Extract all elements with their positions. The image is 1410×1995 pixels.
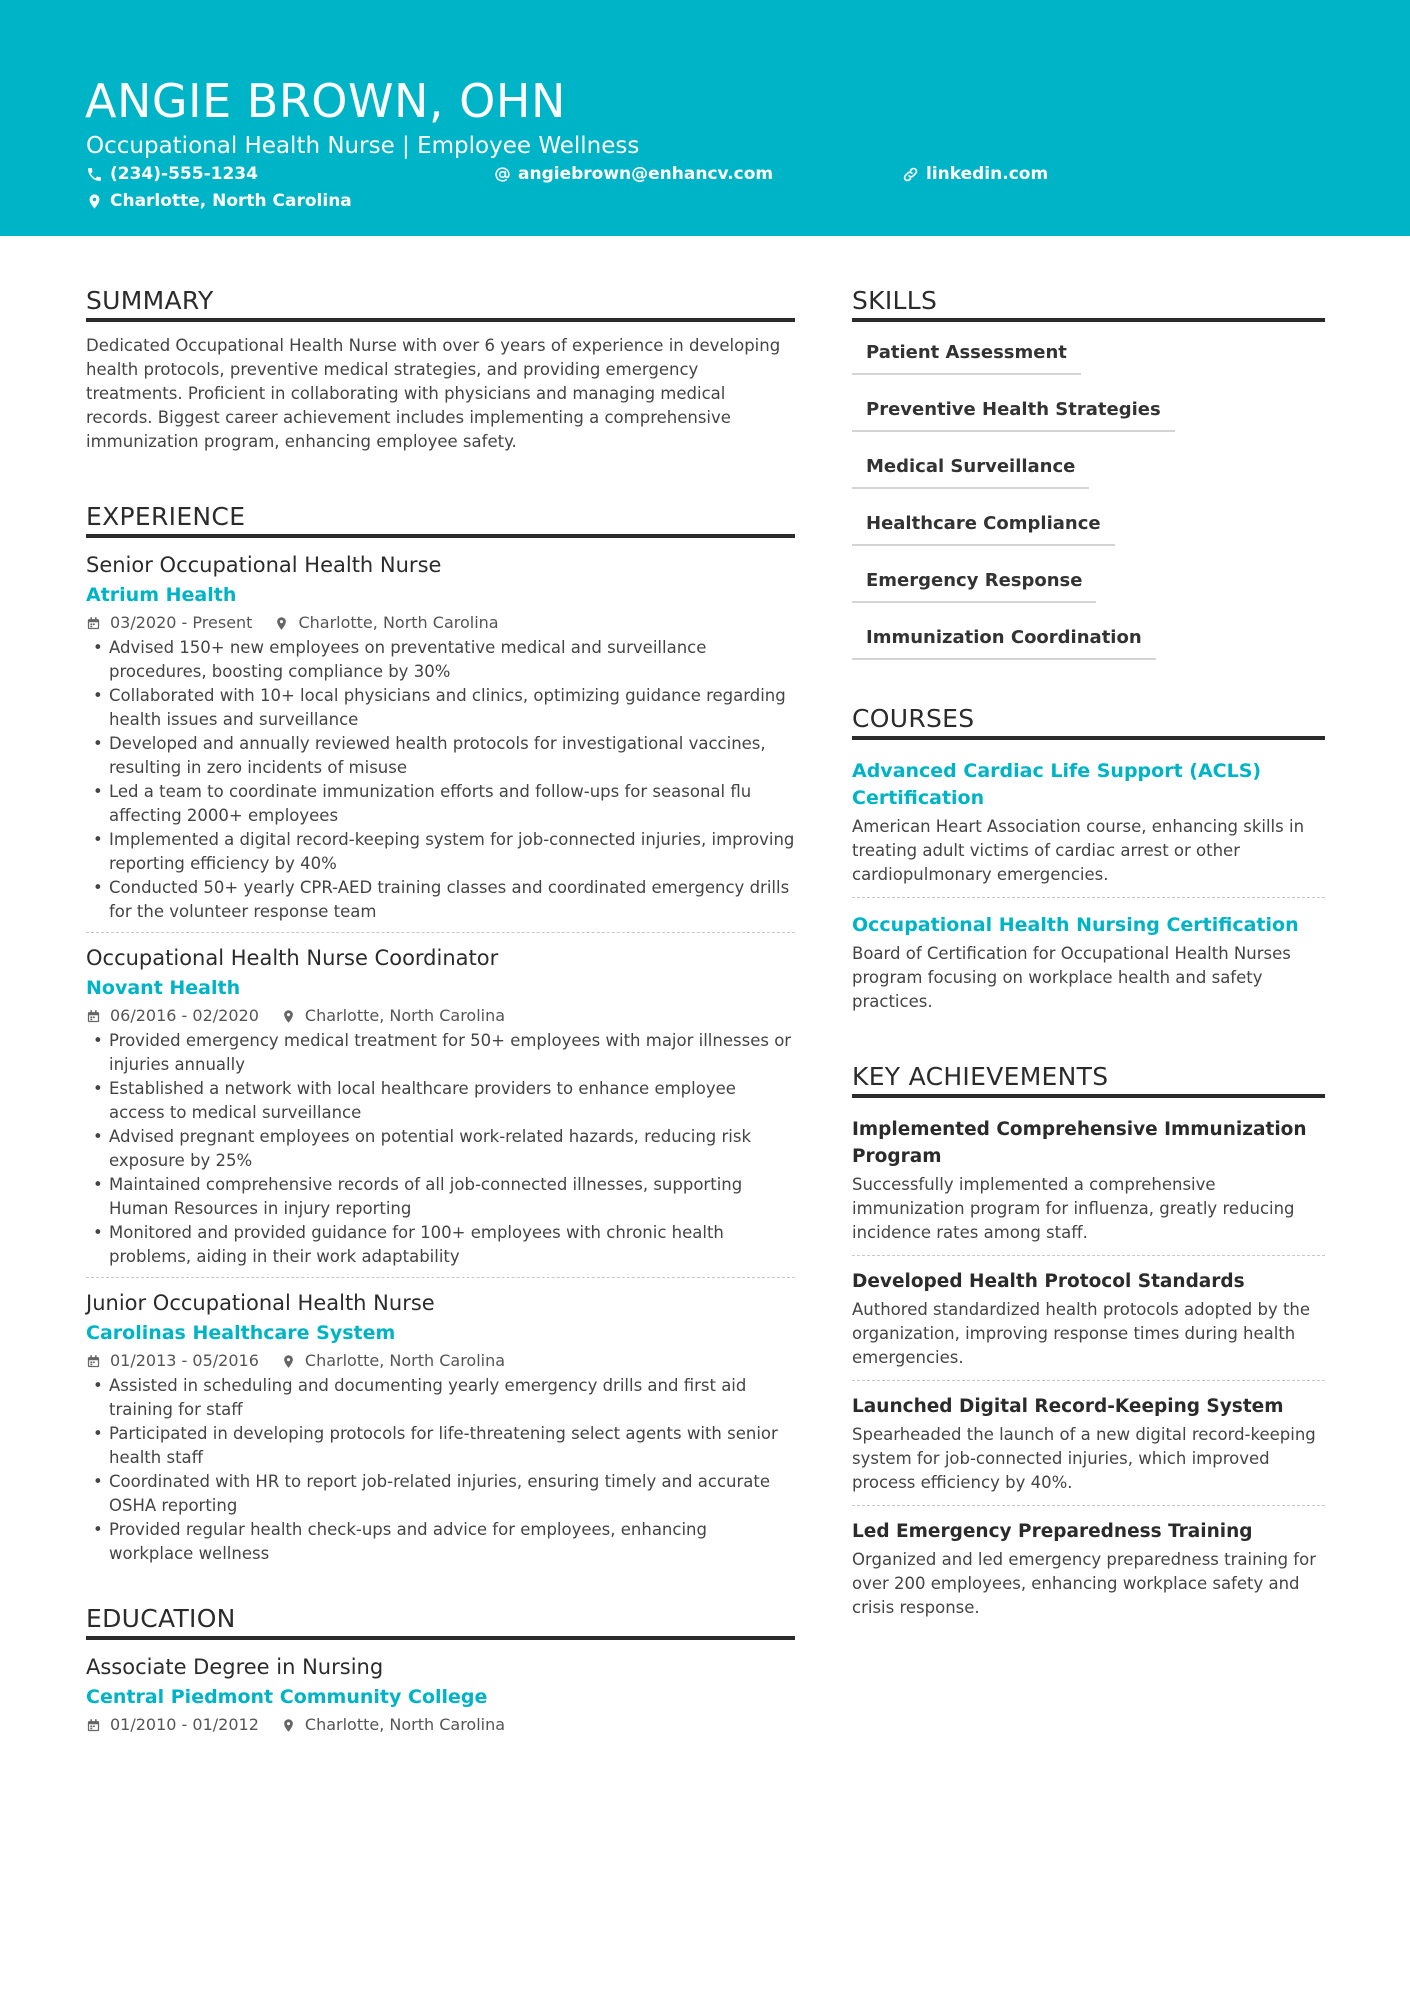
job-entry xyxy=(86,1277,795,1574)
job-meta xyxy=(86,610,795,636)
job-bullet: • Established a network with local healthcare providers to enhance employee access to medical surveillance xyxy=(86,1077,795,1125)
job-bullet: • Developed and annually reviewed health protocols for investigational vaccines, resulting in zero incidents of misuse xyxy=(86,732,795,780)
resume-header xyxy=(0,0,1410,236)
achievement-entry xyxy=(852,1110,1325,1255)
job-title: Junior Occupational Health Nurse xyxy=(86,1291,435,1315)
phone-text: (234)-555-1234 xyxy=(110,164,258,184)
job-location-wrap xyxy=(281,1003,505,1029)
contact-location xyxy=(86,191,352,211)
job-bullet: • Collaborated with 10+ local physicians and clinics, optimizing guidance regarding health issues and surveillance xyxy=(86,684,795,732)
skills-heading: SKILLS xyxy=(852,286,1325,322)
job-dates: 03/2020 - Present xyxy=(110,613,253,632)
achievement-description: Successfully implemented a comprehensive immunization program for influenza, greatly reducing incidence rates among staff. xyxy=(852,1175,1295,1242)
skill-tag: Immunization Coordination xyxy=(852,617,1156,660)
skills-list xyxy=(852,332,1325,674)
phone-icon xyxy=(86,166,103,183)
location-pin-icon xyxy=(281,1718,296,1733)
right-column xyxy=(852,286,1325,1630)
job-bullet: • Conducted 50+ yearly CPR-AED training classes and coordinated emergency drills for the volunteer response team xyxy=(86,876,795,924)
job-entry xyxy=(86,550,795,932)
education-school: Central Piedmont Community College xyxy=(86,1686,488,1708)
job-location-wrap xyxy=(281,1348,505,1374)
left-column xyxy=(86,286,795,1738)
education-meta xyxy=(86,1712,795,1738)
achievement-description: Organized and led emergency preparedness training for over 200 employees, enhancing workplace safety and crisis response. xyxy=(852,1550,1316,1617)
achievement-list xyxy=(852,1110,1325,1630)
linkedin-text: linkedin.com xyxy=(926,164,1049,184)
candidate-title: Occupational Health Nurse | Employee Wellness xyxy=(86,133,640,159)
skill-tag: Healthcare Compliance xyxy=(852,503,1115,546)
job-bullets xyxy=(86,636,795,924)
achievements-section xyxy=(852,1062,1325,1630)
achievement-title: Led Emergency Preparedness Training xyxy=(852,1521,1253,1542)
job-location: Charlotte, North Carolina xyxy=(298,613,499,632)
skills-section xyxy=(852,286,1325,674)
location-pin-icon xyxy=(281,1354,296,1369)
job-meta xyxy=(86,1348,795,1374)
contact-email[interactable] xyxy=(494,164,773,184)
achievement-entry xyxy=(852,1505,1325,1630)
skill-tag: Patient Assessment xyxy=(852,332,1081,375)
job-list xyxy=(86,550,795,1574)
course-title: Advanced Cardiac Life Support (ACLS) Certification xyxy=(852,760,1262,809)
location-pin-icon xyxy=(86,193,103,210)
course-title: Occupational Health Nursing Certification xyxy=(852,914,1299,936)
candidate-name: ANGIE BROWN, OHN xyxy=(85,74,566,128)
achievement-entry xyxy=(852,1255,1325,1380)
education-dates: 01/2010 - 01/2012 xyxy=(110,1715,259,1734)
achievement-entry xyxy=(852,1380,1325,1505)
job-bullet: • Led a team to coordinate immunization efforts and follow-ups for seasonal flu affecting 2000+ employees xyxy=(86,780,795,828)
summary-section xyxy=(86,286,795,454)
job-bullet: • Provided regular health check-ups and advice for employees, enhancing workplace wellness xyxy=(86,1518,795,1566)
job-meta xyxy=(86,1003,795,1029)
experience-section xyxy=(86,502,795,1574)
job-entry xyxy=(86,932,795,1277)
job-bullet: • Advised pregnant employees on potential work-related hazards, reducing risk exposure by 25% xyxy=(86,1125,795,1173)
courses-heading: COURSES xyxy=(852,704,1325,740)
achievement-description: Spearheaded the launch of a new digital record-keeping system for job-connected injuries, which improved process efficiency by 40%. xyxy=(852,1425,1316,1492)
course-list xyxy=(852,752,1325,1024)
job-company: Atrium Health xyxy=(86,584,237,606)
summary-text: Dedicated Occupational Health Nurse with over 6 years of experience in developing health protocols, preventive medical strategies, and providing emergency treatments. Proficient in collaborating with physicians and managing medical records. Biggest career achievement includes implementing a comprehensive immunization program, enhancing employee safety. xyxy=(86,336,781,451)
achievements-heading: KEY ACHIEVEMENTS xyxy=(852,1062,1325,1098)
job-location: Charlotte, North Carolina xyxy=(304,1351,506,1370)
course-entry xyxy=(852,897,1325,1024)
achievement-title: Developed Health Protocol Standards xyxy=(852,1271,1245,1292)
education-heading: EDUCATION xyxy=(86,1604,795,1640)
job-bullet: • Implemented a digital record-keeping system for job-connected injuries, improving reporting efficiency by 40% xyxy=(86,828,795,876)
job-bullet: • Advised 150+ new employees on preventative medical and surveillance procedures, boosting compliance by 30% xyxy=(86,636,795,684)
location-text: Charlotte, North Carolina xyxy=(110,191,352,211)
skill-tag: Preventive Health Strategies xyxy=(852,389,1175,432)
link-icon xyxy=(902,166,919,183)
job-location: Charlotte, North Carolina xyxy=(304,1006,506,1025)
job-bullet: • Maintained comprehensive records of all job-connected illnesses, supporting Human Resources in injury reporting xyxy=(86,1173,795,1221)
job-company: Novant Health xyxy=(86,977,241,999)
job-bullet: • Participated in developing protocols for life-threatening select agents with senior health staff xyxy=(86,1422,795,1470)
contact-phone[interactable] xyxy=(86,164,258,184)
at-icon xyxy=(494,166,511,183)
education-degree: Associate Degree in Nursing xyxy=(86,1655,384,1679)
job-title: Occupational Health Nurse Coordinator xyxy=(86,946,499,970)
job-bullet: • Coordinated with HR to report job-related injuries, ensuring timely and accurate OSHA reporting xyxy=(86,1470,795,1518)
skill-tag: Emergency Response xyxy=(852,560,1096,603)
calendar-icon xyxy=(86,616,101,631)
email-text: angiebrown@enhancv.com xyxy=(518,164,774,184)
calendar-icon xyxy=(86,1354,101,1369)
achievement-description: Authored standardized health protocols adopted by the organization, improving response times during health emergencies. xyxy=(852,1300,1311,1367)
job-dates: 06/2016 - 02/2020 xyxy=(110,1006,259,1025)
course-entry xyxy=(852,752,1325,897)
location-pin-icon xyxy=(281,1009,296,1024)
skill-tag: Medical Surveillance xyxy=(852,446,1089,489)
job-dates: 01/2013 - 05/2016 xyxy=(110,1351,259,1370)
job-bullets xyxy=(86,1374,795,1566)
contact-linkedin[interactable] xyxy=(902,164,1048,184)
course-description: Board of Certification for Occupational Health Nurses program focusing on workplace health and safety practices. xyxy=(852,944,1291,1011)
education-location: Charlotte, North Carolina xyxy=(304,1715,506,1734)
summary-heading: SUMMARY xyxy=(86,286,795,322)
job-bullets xyxy=(86,1029,795,1269)
job-bullet: • Monitored and provided guidance for 100+ employees with chronic health problems, aiding in their work adaptability xyxy=(86,1221,795,1269)
courses-section xyxy=(852,704,1325,1024)
job-bullet: • Assisted in scheduling and documenting yearly emergency drills and first aid training for staff xyxy=(86,1374,795,1422)
job-location-wrap xyxy=(274,610,498,636)
achievement-title: Launched Digital Record-Keeping System xyxy=(852,1396,1284,1417)
job-bullet: • Provided emergency medical treatment for 50+ employees with major illnesses or injuries annually xyxy=(86,1029,795,1077)
calendar-icon xyxy=(86,1009,101,1024)
calendar-icon xyxy=(86,1718,101,1733)
job-title: Senior Occupational Health Nurse xyxy=(86,553,442,577)
education-location-wrap xyxy=(281,1712,505,1738)
course-description: American Heart Association course, enhancing skills in treating adult victims of cardiac arrest or other cardiopulmonary emergencies. xyxy=(852,817,1305,884)
experience-heading: EXPERIENCE xyxy=(86,502,795,538)
education-section xyxy=(86,1604,795,1738)
location-pin-icon xyxy=(274,616,289,631)
job-company: Carolinas Healthcare System xyxy=(86,1322,396,1344)
achievement-title: Implemented Comprehensive Immunization Program xyxy=(852,1119,1307,1167)
